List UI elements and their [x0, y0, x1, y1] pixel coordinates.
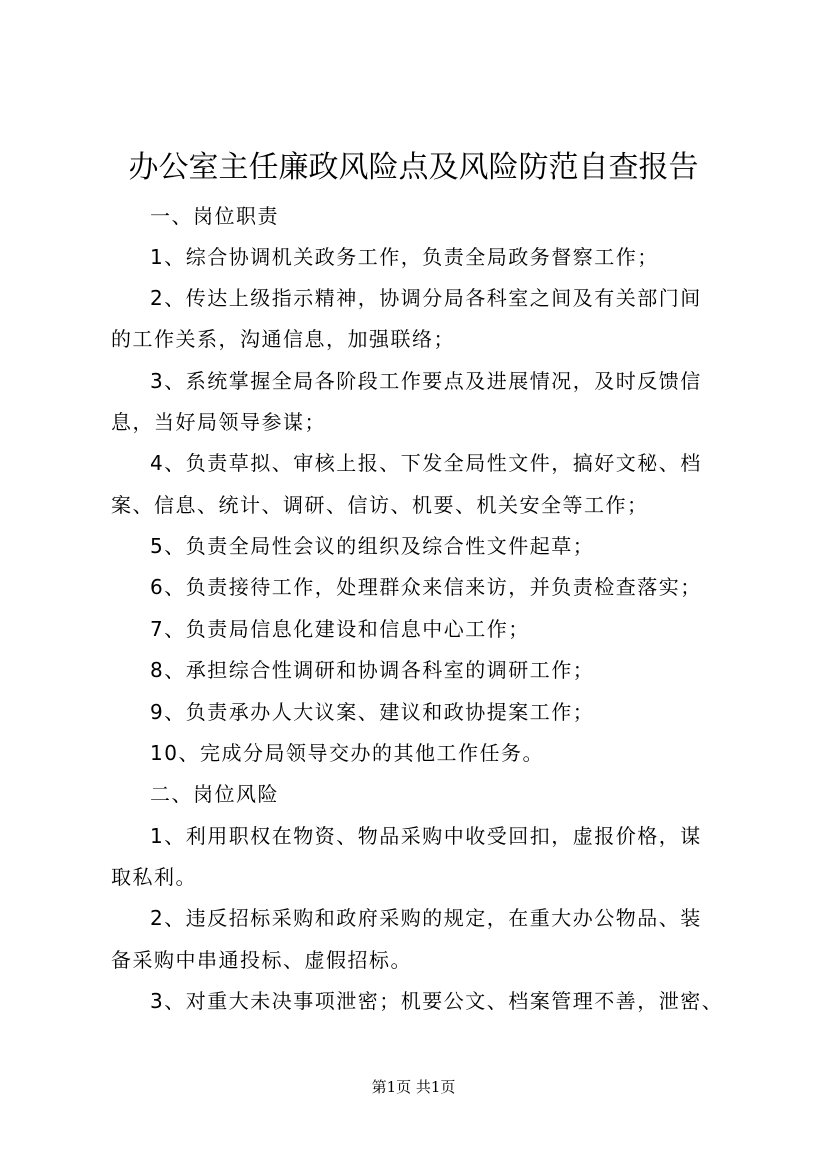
paragraph-line: 1、综合协调机关政务工作，负责全局政务督察工作； — [150, 245, 659, 269]
paragraph-line: 3、对重大未决事项泄密；机要公文、档案管理不善，泄密、 — [150, 989, 724, 1013]
paragraph-line: 取私利。 — [111, 865, 197, 889]
page-footer: 第1页 共1页 — [371, 1078, 456, 1096]
paragraph-line: 10、完成分局领导交办的其他工作任务。 — [150, 741, 544, 765]
paragraph-line: 5、负责全局性会议的组织及综合性文件起草； — [150, 534, 595, 558]
paragraph-line: 9、负责承办人大议案、建议和政协提案工作； — [150, 700, 595, 724]
section-heading-duties: 一、岗位职责 — [150, 204, 279, 228]
paragraph-line: 备采购中串通投标、虚假招标。 — [111, 948, 412, 972]
paragraph-line: 案、信息、统计、调研、信访、机要、机关安全等工作； — [111, 493, 649, 517]
paragraph-line: 1、利用职权在物资、物品采购中收受回扣，虚报价格，谋 — [150, 824, 702, 848]
paragraph-line: 7、负责局信息化建设和信息中心工作； — [150, 617, 530, 641]
paragraph-line: 8、承担综合性调研和协调各科室的调研工作； — [150, 658, 595, 682]
paragraph-line: 的工作关系，沟通信息，加强联络； — [111, 327, 455, 351]
paragraph-line: 4、负责草拟、审核上报、下发全局性文件，搞好文秘、档 — [150, 451, 702, 475]
paragraph-line: 息，当好局领导参谋； — [111, 410, 326, 434]
document-title: 办公室主任廉政风险点及风险防范自查报告 — [128, 150, 699, 185]
paragraph-line: 6、负责接待工作，处理群众来信来访，并负责检查落实； — [150, 575, 702, 599]
section-heading-risks: 二、岗位风险 — [150, 782, 279, 806]
paragraph-line: 2、传达上级指示精神，协调分局各科室之间及有关部门间 — [150, 286, 702, 310]
paragraph-line: 3、系统掌握全局各阶段工作要点及进展情况，及时反馈信 — [150, 369, 702, 393]
paragraph-line: 2、违反招标采购和政府采购的规定，在重大办公物品、装 — [150, 906, 702, 930]
